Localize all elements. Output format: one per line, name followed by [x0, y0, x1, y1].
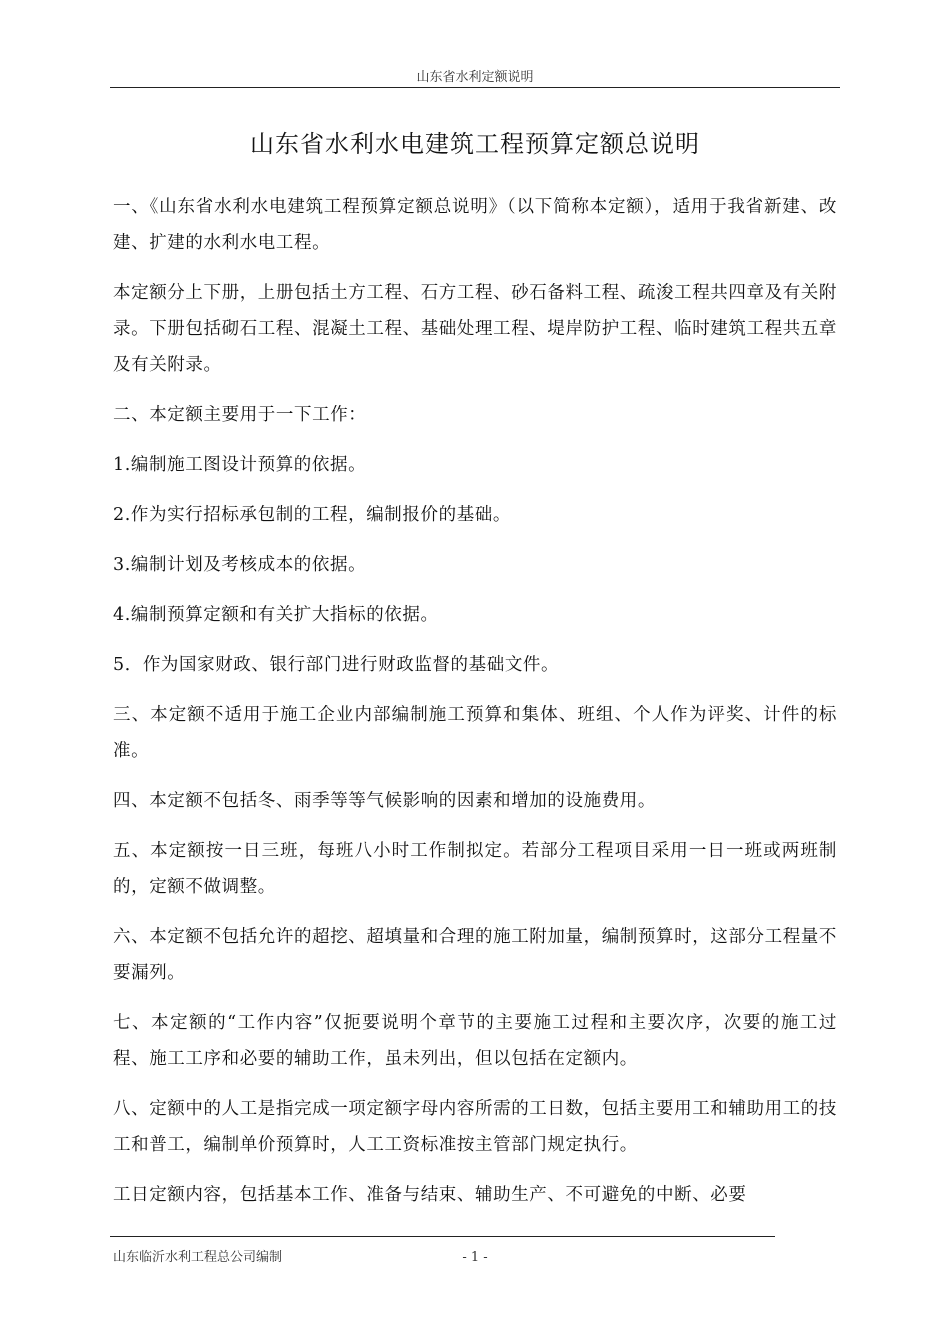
footer-divider	[110, 1236, 775, 1237]
list-item-use-1: 1.编制施工图设计预算的依据。	[113, 455, 367, 475]
document-title: 山东省水利水电建筑工程预算定额总说明	[250, 130, 700, 158]
running-header: 山东省水利定额说明	[416, 70, 534, 85]
list-item-use-2: 2.作为实行招标承包制的工程，编制报价的基础。	[113, 505, 511, 525]
document-body	[113, 189, 837, 1227]
paragraph-scope: 一、《山东省水利水电建筑工程预算定额总说明》（以下简称本定额），适用于我省新建、改建、扩建的水利水电工程。	[113, 197, 837, 253]
paragraph-overexcavation: 六、本定额不包括允许的超挖、超填量和合理的施工附加量，编制预算时，这部分工程量不要漏列。	[113, 927, 837, 983]
paragraph-labor: 八、定额中的人工是指完成一项定额字母内容所需的工日数，包括主要用工和辅助用工的技工和普工，编制单价预算时，人工工资标准按主管部门规定执行。	[113, 1099, 837, 1155]
footer-publisher: 山东临沂水利工程总公司编制	[113, 1250, 283, 1265]
header-divider	[110, 87, 840, 88]
paragraph-exclusions: 三、本定额不适用于施工企业内部编制施工预算和集体、班组、个人作为评奖、计件的标准。	[113, 705, 837, 761]
list-item-use-5: 5．作为国家财政、银行部门进行财政监督的基础文件。	[113, 655, 560, 675]
list-item-use-4: 4.编制预算定额和有关扩大指标的依据。	[113, 605, 439, 625]
paragraph-workday: 工日定额内容，包括基本工作、准备与结束、辅助生产、不可避免的中断、必要	[113, 1185, 747, 1205]
paragraph-uses-heading: 二、本定额主要用于一下工作：	[113, 405, 367, 425]
page-number: - 1 -	[462, 1250, 488, 1265]
list-item-use-3: 3.编制计划及考核成本的依据。	[113, 555, 367, 575]
paragraph-shifts: 五、本定额按一日三班，每班八小时工作制拟定。若部分工程项目采用一日一班或两班制的，定额不做调整。	[113, 841, 837, 897]
paragraph-work-content: 七、本定额的“工作内容”仅扼要说明个章节的主要施工过程和主要次序，次要的施工过程、施工工序和必要的辅助工作，虽未列出，但以包括在定额内。	[113, 1013, 837, 1069]
paragraph-volumes: 本定额分上下册，上册包括土方工程、石方工程、砂石备料工程、疏浚工程共四章及有关附录。下册包括砌石工程、混凝土工程、基础处理工程、堤岸防护工程、临时建筑工程共五章及有关附录。	[113, 283, 837, 375]
paragraph-weather: 四、本定额不包括冬、雨季等等气候影响的因素和增加的设施费用。	[113, 791, 656, 811]
